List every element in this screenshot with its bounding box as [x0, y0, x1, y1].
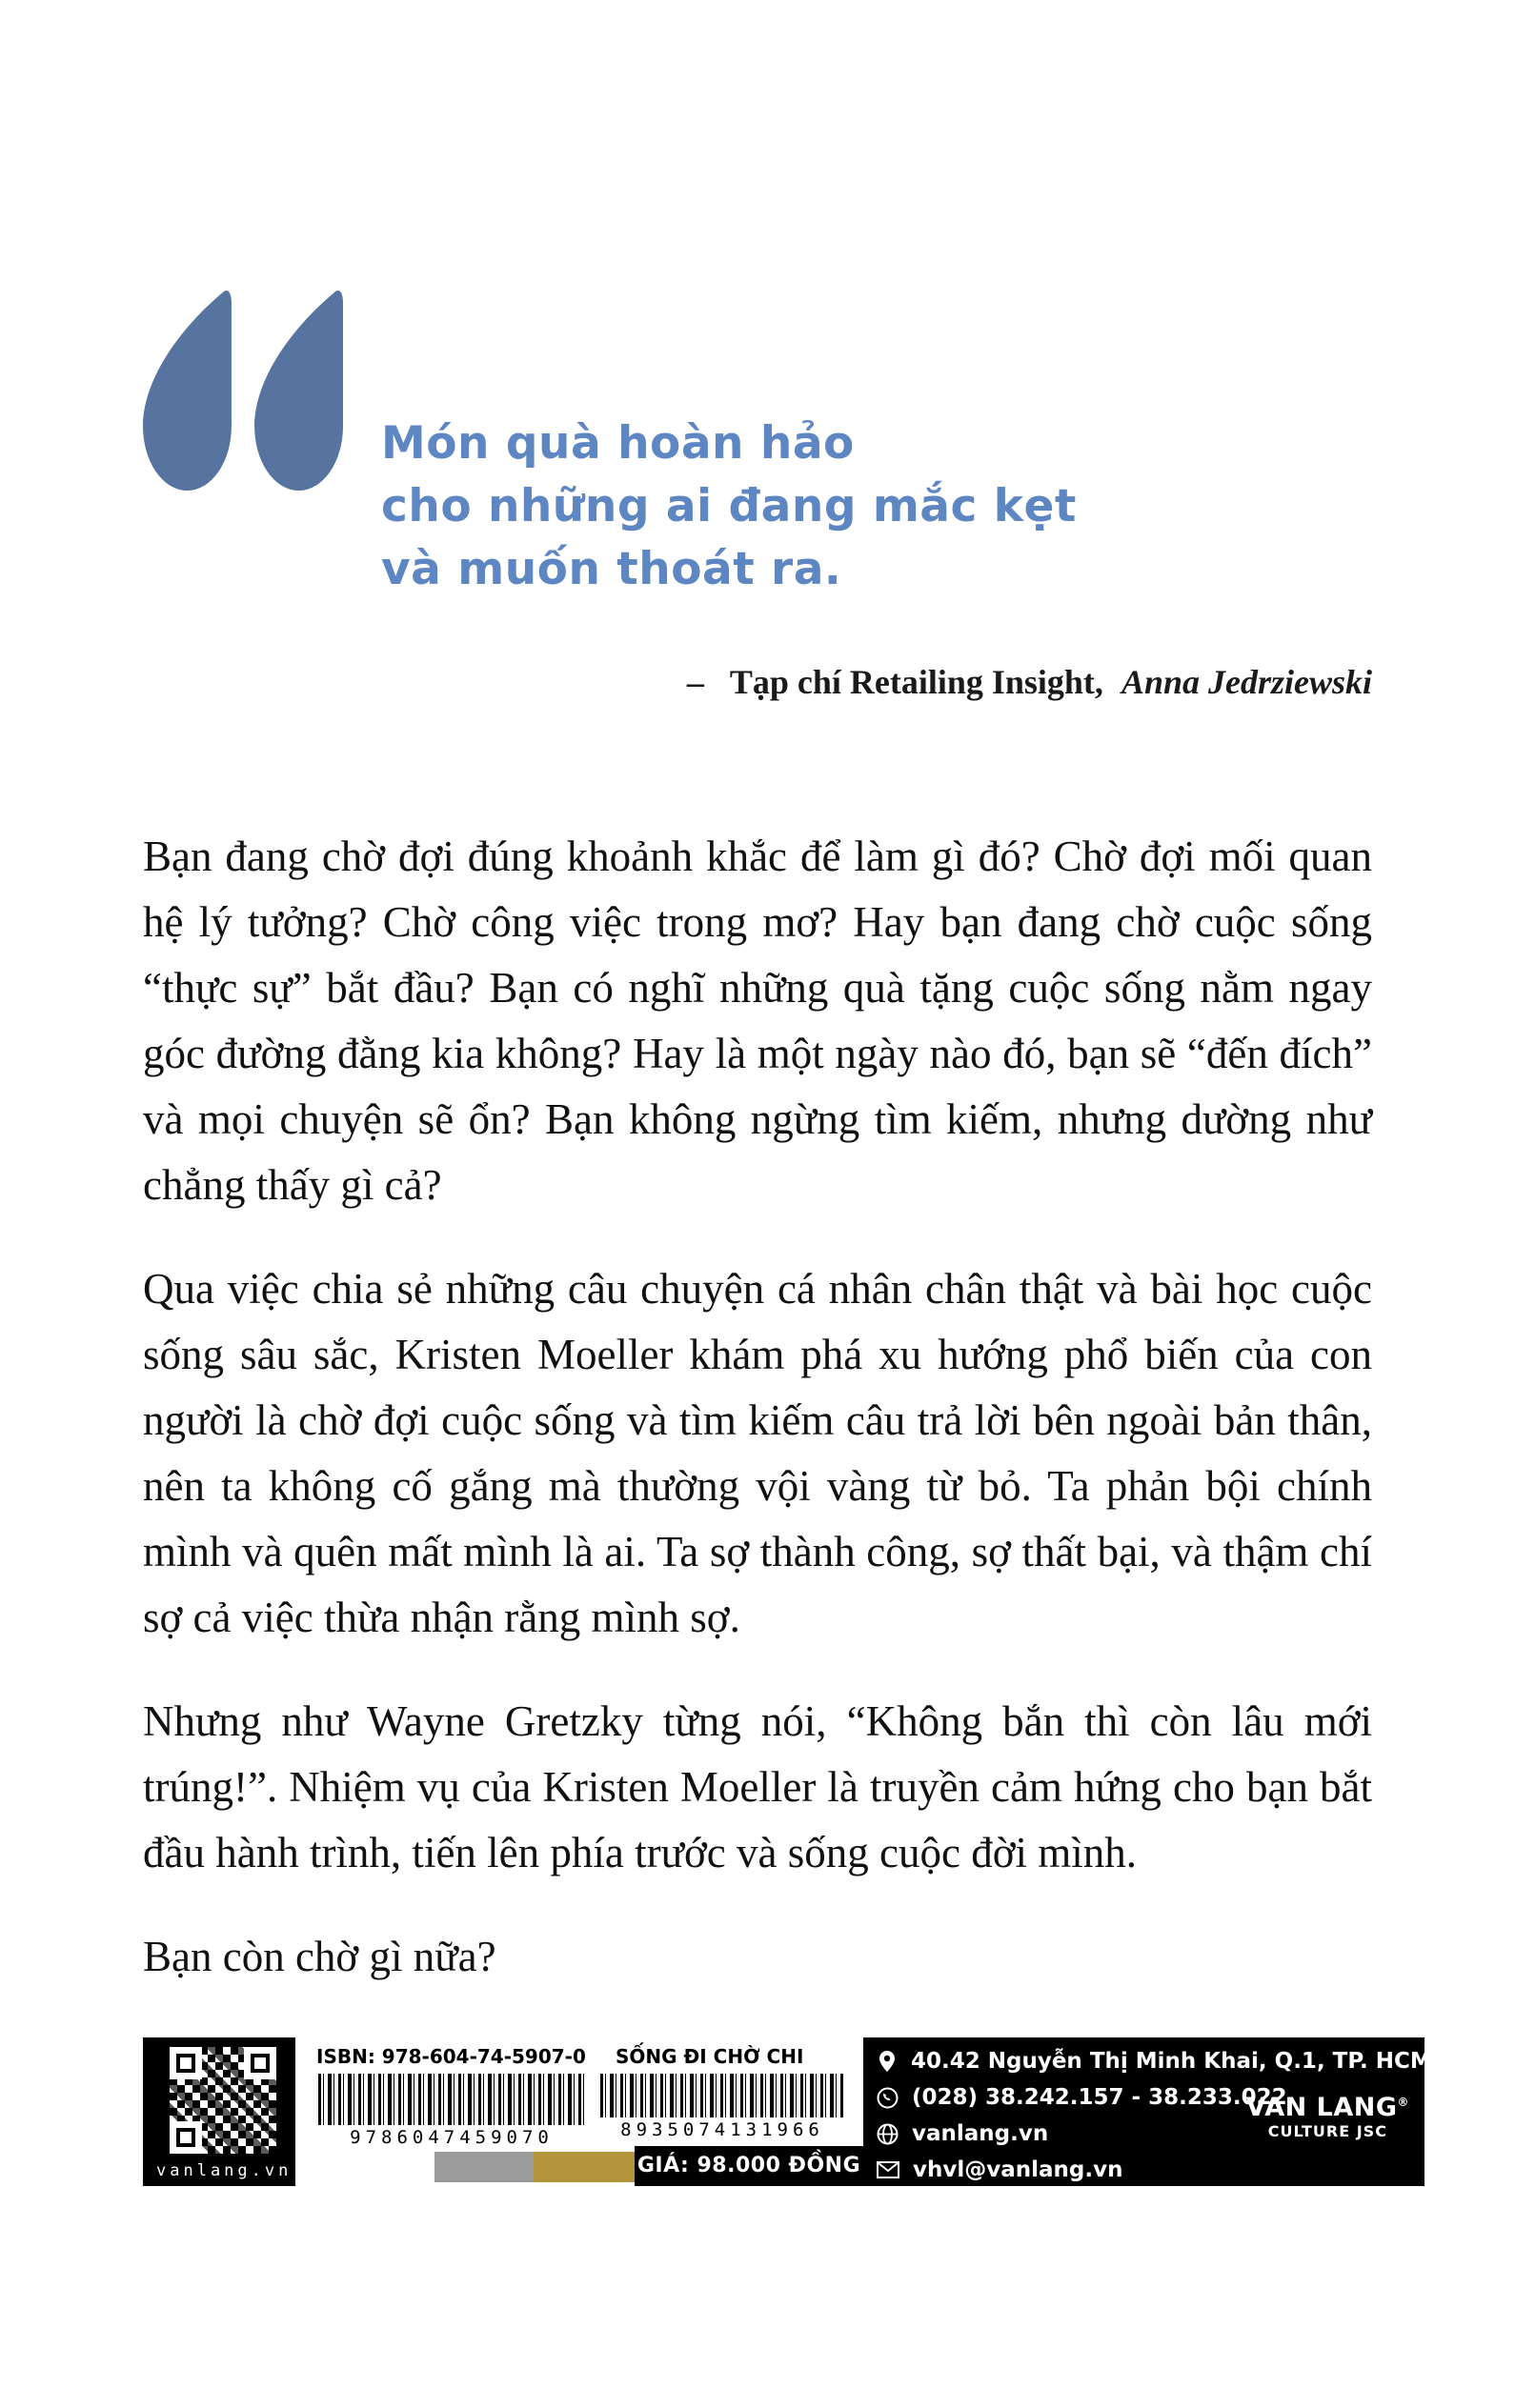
review-quote-block: [0, 0, 1515, 601]
review-quote-line: và muốn thoát ra.: [381, 543, 842, 595]
barcode-bars: [600, 2074, 844, 2117]
registered-mark: ®: [1397, 2096, 1409, 2109]
barcode-isbn: [318, 2074, 585, 2148]
gold-swatch: [534, 2152, 635, 2182]
footer-bar: [143, 2037, 1432, 2186]
attribution-author: Anna Jedrziewski: [1121, 663, 1372, 701]
synopsis-paragraph: Qua việc chia sẻ những câu chuyện cá nhân chân thật và bài học cuộc sống sâu sắc, Kristen Moeller khám phá xu hướng phổ biến của con người là chờ đợi cuộc sống và tìm kiếm câu trả lời bên ngoài bản thân, nên ta không cố gắng mà thường vội vàng từ bỏ. Ta phản bội chính mình và quên mất mình là ai. Ta sợ thành công, sợ thất bại, và thậm chí sợ cả việc thừa nhận rằng mình sợ.: [143, 1265, 1372, 1641]
qr-code: [170, 2047, 276, 2154]
publisher-name: VAN LANG®: [1245, 2093, 1409, 2122]
synopsis: [143, 824, 1372, 1990]
book-title: SỐNG ĐI CHỜ CHI: [616, 2045, 804, 2068]
qr-block: [156, 2045, 293, 2184]
review-quote-line: Món quà hoàn hảo: [381, 417, 855, 470]
quotation-mark-icon: [143, 285, 343, 491]
publisher-subtitle: CULTURE JSC: [1267, 2122, 1387, 2140]
isbn-panel: [295, 2037, 863, 2186]
qr-finder-pattern: [170, 2121, 202, 2154]
synopsis-paragraph: Bạn đang chờ đợi đúng khoảnh khắc để làm gì đó? Chờ đợi mối quan hệ lý tưởng? Chờ công việc trong mơ? Hay bạn đang chờ cuộc sống “thực sự” bắt đầu? Bạn có nghĩ những quà tặng cuộc sống nằm ngay góc đường đằng kia không? Hay là một ngày nào đó, bạn sẽ “đến đích” và mọi chuyện sẽ ổn? Bạn không ngừng tìm kiếm, nhưng dường như chẳng thấy gì cả?: [143, 833, 1372, 1209]
barcode-bars: [318, 2074, 585, 2125]
contact-address: 40.42 Nguyễn Thị Minh Khai, Q.1, TP. HCM: [877, 2049, 1432, 2074]
globe-icon: [877, 2123, 899, 2145]
attribution-source: Tạp chí Retailing Insight,: [729, 663, 1103, 701]
gray-swatch: [434, 2152, 534, 2182]
contact-website: vanlang.vn: [877, 2121, 1432, 2146]
publisher-logo: [1246, 2093, 1409, 2140]
envelope-icon: [877, 2161, 899, 2178]
review-quote: [381, 412, 1077, 601]
qr-finder-pattern: [244, 2047, 276, 2079]
price-badge: GIÁ: 98.000 ĐỒNG: [635, 2146, 863, 2186]
isbn-label: ISBN: 978-604-74-5907-0: [316, 2045, 586, 2068]
review-quote-line: cho những ai đang mắc kẹt: [381, 480, 1077, 532]
phone-icon: [877, 2087, 899, 2109]
barcode-ean: [600, 2074, 844, 2140]
qr-finder-pattern: [170, 2047, 202, 2079]
barcode-number: 9786047459070: [350, 2127, 554, 2148]
synopsis-paragraph: Bạn còn chờ gì nữa?: [143, 1933, 496, 1980]
qr-label: vanlang.vn: [156, 2161, 293, 2180]
contact-email: vhvl@vanlang.vn: [877, 2157, 1432, 2182]
attribution-dash: –: [686, 663, 704, 701]
synopsis-paragraph: Nhưng như Wayne Gretzky từng nói, “Không bắn thì còn lâu mới trúng!”. Nhiệm vụ của Kristen Moeller là truyền cảm hứng cho bạn bắt đầu hành trình, tiến lên phía trước và sống cuộc đời mình.: [143, 1697, 1372, 1876]
contact-phone: (028) 38.242.157 - 38.233.022: [877, 2085, 1432, 2110]
location-pin-icon: [877, 2050, 898, 2073]
quote-attribution: [143, 662, 1372, 702]
barcode-number: 8935074131966: [620, 2119, 824, 2140]
